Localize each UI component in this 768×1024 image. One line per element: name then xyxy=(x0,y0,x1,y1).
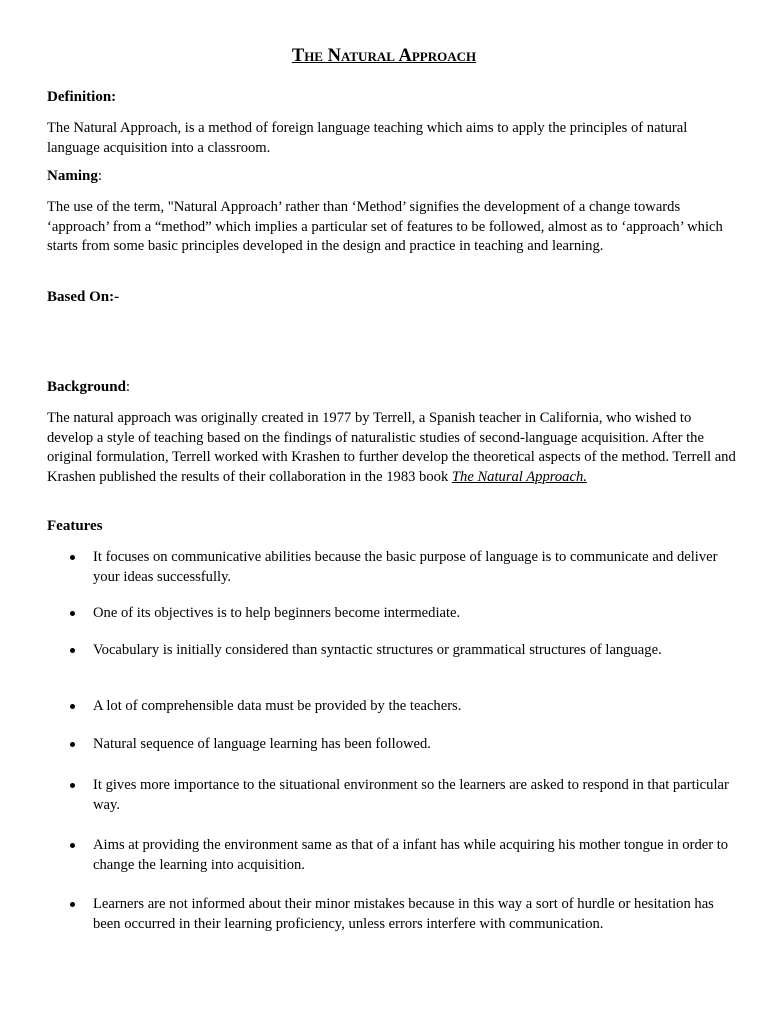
background-heading xyxy=(47,377,130,397)
based-on-heading: Based On:- xyxy=(47,289,120,305)
naming-text: The use of the term, "Natural Approach’ rather than ‘Method’ signifies the development of a change towards ‘approach’ from a “method” which implies a particular set of features to be followed, almost as to ‘approach’ which starts from some basic principles developed in the design and practice in teaching and learning. xyxy=(47,199,723,254)
bullet-icon xyxy=(70,648,75,653)
feature-text: It gives more importance to the situational environment so the learners are asked to respond in that particular way. xyxy=(93,777,729,813)
background-heading-label: Background xyxy=(47,379,126,395)
definition-heading: Definition: xyxy=(47,89,117,105)
feature-text: One of its objectives is to help beginners become intermediate. xyxy=(93,605,461,621)
page-title: The Natural Approach xyxy=(291,46,477,66)
background-text xyxy=(47,409,737,487)
bullet-icon xyxy=(70,555,75,560)
naming-heading-colon: : xyxy=(97,168,103,184)
book-title: The Natural Approach. xyxy=(451,468,587,485)
feature-text: Natural sequence of language learning has been followed. xyxy=(93,736,431,752)
bullet-icon xyxy=(70,742,75,747)
bullet-icon xyxy=(70,843,75,848)
feature-text: Learners are not informed about their minor mistakes because in this way a sort of hurdle or hesitation has been occurred in their learning proficiency, unless errors interfere with communication. xyxy=(93,896,714,932)
naming-heading xyxy=(47,166,102,186)
bullet-icon xyxy=(70,704,75,709)
naming-heading-label: Naming xyxy=(47,168,98,184)
features-heading: Features xyxy=(47,518,103,534)
bullet-icon xyxy=(70,611,75,616)
bullet-icon xyxy=(70,902,75,907)
background-heading-colon: : xyxy=(125,379,131,395)
background-body: The natural approach was originally created in 1977 by Terrell, a Spanish teacher in California, who wished to develop a style of teaching based on the findings of naturalistic studies of second-language acquisition. After the original formulation, Terrell worked with Krashen to further develop the theoretical aspects of the method. Terrell and Krashen published the results of their collaboration in the 1983 book xyxy=(47,410,736,485)
feature-text: Aims at providing the environment same as that of a infant has while acquiring his mother tongue in order to change the learning into acquisition. xyxy=(93,837,729,873)
feature-text: A lot of comprehensible data must be provided by the teachers. xyxy=(93,698,462,714)
feature-text: Vocabulary is initially considered than syntactic structures or grammatical structures of language. xyxy=(93,642,662,658)
definition-text: The Natural Approach, is a method of foreign language teaching which aims to apply the principles of natural language acquisition into a classroom. xyxy=(47,120,688,156)
feature-text: It focuses on communicative abilities because the basic purpose of language is to communicate and deliver your ideas successfully. xyxy=(93,549,718,585)
bullet-icon xyxy=(70,783,75,788)
